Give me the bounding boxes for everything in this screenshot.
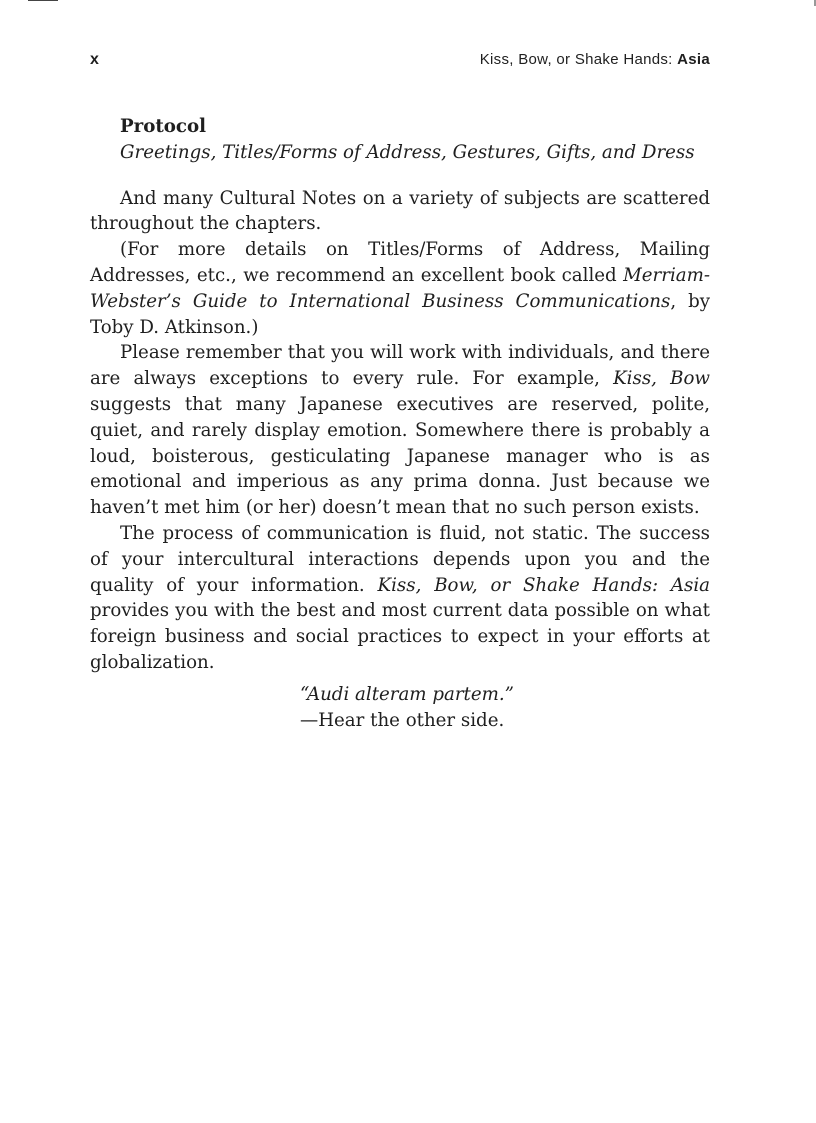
running-head: [90, 50, 710, 72]
epigraph: [300, 682, 514, 734]
paragraph-exceptions-start: Please remember that you will work with individuals, and there are always exceptions to every rule. For example,: [90, 342, 710, 390]
paragraph-exceptions: [90, 340, 710, 521]
crop-mark: [28, 0, 58, 1]
epigraph-translation: —Hear the other side.: [300, 709, 505, 731]
protocol-subheading: Greetings, Titles/Forms of Address, Gestures, Gifts, and Dress: [120, 141, 695, 163]
paragraph-exceptions-end: suggests that many Japanese executives are reserved, polite, quiet, and rarely display emotion. Somewhere there is probably a loud, boisterous, gesticulating Japanese manager who is as emotional and imperious as any prima donna. Just because we haven’t met him (or her) doesn’t mean that no such person exists.: [90, 393, 710, 519]
paragraph-cultural-notes: And many Cultural Notes on a variety of subjects are scattered throughout the chapters.: [90, 187, 710, 235]
protocol-section: [90, 114, 710, 166]
paragraph-recommendation-start: (For more details on Titles/Forms of Address, Mailing Addresses, etc., we recommend an excellent book called: [90, 239, 710, 286]
paragraph-recommendation: [90, 237, 710, 340]
recommended-book-title: Merriam-Webster’s Guide to International Business Communications: [90, 264, 710, 312]
paragraph-communication: [90, 521, 710, 676]
book-title-main: Kiss, Bow, or Shake Hands:: [479, 51, 678, 68]
book-full-title: Kiss, Bow, or Shake Hands: Asia: [377, 574, 711, 596]
paragraph-communication-start: The process of communication is fluid, not static. The success of your intercultural interactions depends upon you and the quality of your information.: [90, 522, 710, 596]
book-title: [480, 51, 710, 68]
protocol-heading: Protocol: [120, 116, 207, 137]
epigraph-latin: “Audi alteram partem.”: [300, 684, 514, 705]
page-number: x: [90, 51, 100, 68]
page-body: [90, 114, 710, 676]
paragraph-recommendation-end: , by Toby D. Atkinson.): [90, 290, 711, 338]
book-title-region: Asia: [677, 51, 710, 68]
book-short-title: Kiss, Bow: [613, 368, 710, 390]
paragraph-communication-end: provides you with the best and most current data possible on what foreign business and social practices to expect in your efforts at globalization.: [90, 600, 710, 673]
